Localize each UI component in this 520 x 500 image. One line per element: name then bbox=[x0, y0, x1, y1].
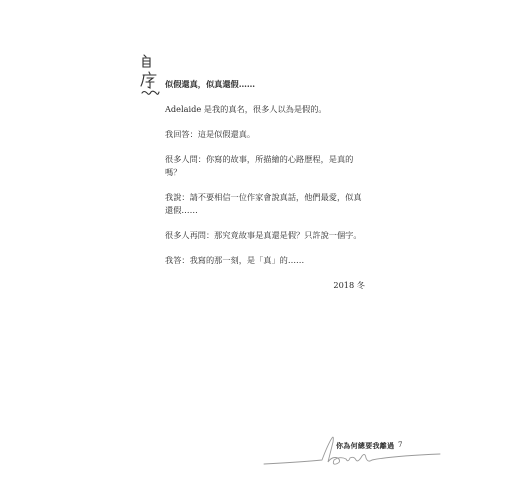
paragraph: 很多人問：你寫的故事，所描繪的心路歷程，是真的嗎？ bbox=[165, 154, 354, 177]
footer-book-title: 你為何總要我離過 bbox=[336, 441, 395, 450]
love-script-logo bbox=[262, 432, 442, 474]
preface-text bbox=[165, 78, 365, 304]
handwritten-heading bbox=[138, 52, 164, 102]
paragraph: 我說：請不要相信一位作家會說真話，他們最愛，似真還假…… bbox=[165, 192, 362, 215]
paragraph: 我回答：這是似假還真。 bbox=[165, 129, 256, 139]
paragraph: Adelaide 是我的真名，很多人以為是假的。 bbox=[165, 104, 327, 114]
date-signature: 2018 冬 bbox=[333, 280, 365, 290]
paragraph: 我答：我寫的那一刻，是「真」的…… bbox=[165, 255, 305, 265]
page-number: 7 bbox=[398, 441, 403, 449]
paragraph: 很多人再問：那究竟故事是真還是假？只許說一個字。 bbox=[165, 230, 362, 240]
preface-title: 似假還真，似真還假…… bbox=[165, 79, 256, 89]
